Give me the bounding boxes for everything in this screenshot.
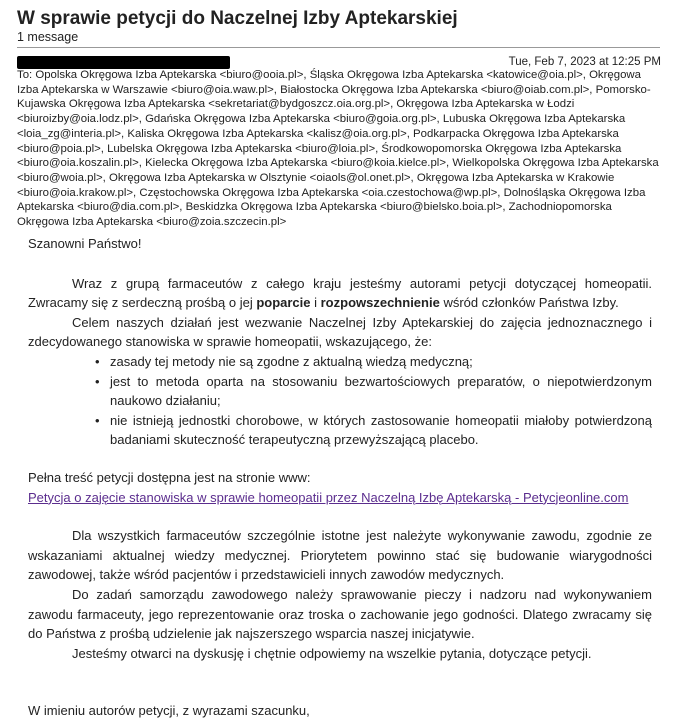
closing-line: W imieniu autorów petycji, z wyrazami szacunku, bbox=[28, 703, 310, 719]
email-date: Tue, Feb 7, 2023 at 12:25 PM bbox=[508, 56, 661, 68]
paragraph-4: Do zadań samorządu zawodowego należy sprawowanie pieczy i nadzoru nad wykonywaniem zawodu farmaceuty, jego reprezentowanie oraz troska o zachowanie jego godności. Dlatego zwracamy się do Państwa z prośbą udzielenie jak najszerszego wsparcia naszej inicjatywie. bbox=[28, 586, 652, 642]
recipients-list: To: Opolska Okręgowa Izba Aptekarska <biuro@ooia.pl>, Śląska Okręgowa Izba Aptekarska <katowice@oia.pl>, Okręgowa Izba Aptekarska w Warszawie <biuro@oia.waw.pl>, Białostocka Okręgowa Izba Aptekarska <biuro@oiab.com.pl>, Pomorsko-Kujawska Okręgowa Izba Aptekarska <sekretariat@bydgoszcz.oia.org.pl>, Okręgowa Izba Aptekarska w Łodzi <biuroizby@oia.lodz.pl>, Gdańska Okręgowa Izba Aptekarska <biuro@goia.org.pl>, Lubuska Okręgowa Izba Aptekarska <loia_zg@interia.pl>, Kaliska Okręgowa Izba Aptekarska <kalisz@oia.org.pl>, Podkarpacka Okręgowa Izba Aptekarska <biuro@poia.pl>, Lubelska Okręgowa Izba Aptekarska <biuro@loia.pl>, Środkowopomorska Okręgowa Izba Aptekarska <biuro@oia.koszalin.pl>, Kielecka Okręgowa Izba Aptekarska <biuro@koia.kielce.pl>, Wielkopolska Okręgowa Izba Aptekarska <biuro@woia.pl>, Okręgowa Izba Aptekarska w Olsztynie <oiaols@ol.onet.pl>, Okręgowa Izba Aptekarska w Krakowie <biuro@oia.krakow.pl>, Częstochowska Okręgowa Izba Aptekarska <oia.czestochowa@wp.pl>, Dolnośląska Okręgowa Izba Aptekarska <biuro@dia.com.pl>, Beskidzka Okręgowa Izba Aptekarska <biuro@bielsko.boia.pl>, Zachodniopomorska Okręgowa Izba Aptekarska <biuro@zoia.szczecin.pl> bbox=[17, 69, 659, 229]
paragraph-5: Jesteśmy otwarci na dyskusję i chętnie odpowiemy na wszelkie pytania, dotyczące petycji. bbox=[72, 645, 592, 661]
paragraph-1 bbox=[28, 274, 652, 313]
spacer bbox=[28, 450, 652, 468]
list-item: • jest to metoda oparta na stosowaniu bezwartościowych preparatów, o niepotwierdzonym naukowo działaniu; bbox=[110, 372, 652, 411]
paragraph-1-text-c: wśród członków Państwa Izby. bbox=[439, 295, 619, 311]
petition-link[interactable]: Petycja o zajęcie stanowiska w sprawie homeopatii przez Naczelną Izbę Aptekarską - Petycjeonline.com bbox=[28, 489, 629, 505]
email-body bbox=[28, 234, 652, 721]
paragraph-2: Celem naszych działań jest wezwanie Naczelnej Izby Aptekarskiej do zajęcia jednoznacznego i zdecydowanego stanowiska w sprawie homeopatii, wskazującego, że: bbox=[28, 314, 652, 350]
demands-list bbox=[28, 352, 652, 450]
paragraph-1-text-a: Wraz z grupą farmaceutów z całego kraju jesteśmy autorami petycji dotyczącej homeopatii. Zwracamy się z serdeczną prośbą o jej bbox=[28, 275, 652, 311]
bold-support: poparcie bbox=[256, 295, 311, 311]
list-item: • zasady tej metody nie są zgodne z aktualną wiedzą medyczną; bbox=[110, 352, 652, 372]
bold-spread: rozpowszechnienie bbox=[320, 295, 440, 311]
header-divider bbox=[17, 47, 660, 48]
email-subject: W sprawie petycji do Naczelnej Izby Aptekarskiej bbox=[17, 8, 458, 29]
greeting: Szanowni Państwo! bbox=[28, 236, 142, 251]
spacer bbox=[28, 507, 652, 526]
petition-intro: Pełna treść petycji dostępna jest na stronie www: bbox=[28, 469, 311, 485]
paragraph-1-text-mid: i bbox=[310, 295, 321, 311]
message-count: 1 message bbox=[17, 30, 79, 44]
list-item: • nie istnieją jednostki chorobowe, w których zastosowanie homeopatii miałoby potwierdzoną badaniami skuteczność terapeutyczną przewyższającą placebo. bbox=[110, 411, 652, 450]
paragraph-3: Dla wszystkich farmaceutów szczególnie istotne jest należyte wykonywanie zawodu, zgodnie ze wskazaniami aktualnej wiedzy medycznej. Priorytetem powinno stać się budowanie wiarygodności zawodowej, także wśród pacjentów i przedstawicieli innych zawodów medycznych. bbox=[28, 528, 652, 583]
spacer bbox=[28, 663, 652, 701]
